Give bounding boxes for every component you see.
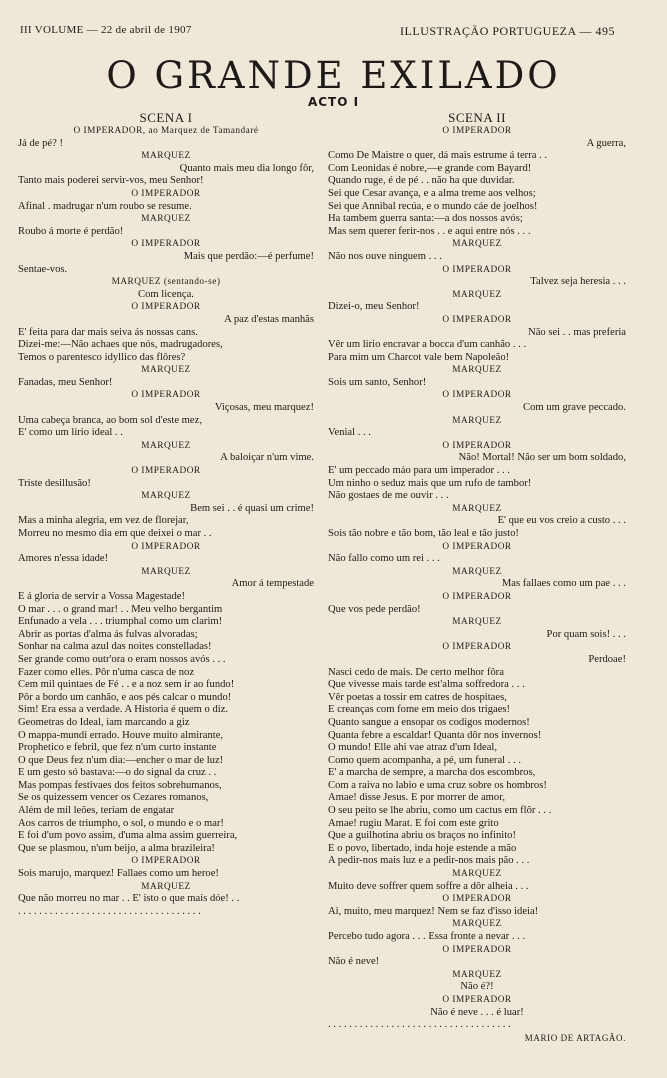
author-signature: MARIO DE ARTAGÃO. <box>524 1032 626 1043</box>
verse-line: Amor á tempestade <box>231 578 314 590</box>
speaker-label: O IMPERADOR <box>442 994 512 1005</box>
verse-line: Para mim um Charcot vale bem Napoleão! <box>328 351 510 363</box>
speaker-label: MARQUEZ <box>141 365 191 376</box>
verse-line: Mas fallaes como um pae . . . <box>501 578 626 590</box>
verse-line: Com a raiva no labio e uma cruz sobre os hombros! <box>328 779 547 791</box>
verse-line: Que vivesse mais tarde est'alma soffredora . . . <box>328 679 525 691</box>
verse-line: E foi d'um povo assim, d'uma alma assim guerreira, <box>18 830 238 842</box>
page-header <box>0 24 667 40</box>
speaker-label: MARQUEZ <box>452 365 502 376</box>
speaker-label: O IMPERADOR <box>442 642 512 653</box>
verse-line: A guerra, <box>586 137 626 149</box>
speaker-label: O IMPERADOR <box>131 541 201 552</box>
verse-line: Ha tambem guerra santa:—a dos nossos avós; <box>328 213 523 225</box>
verse-line: Como De Maistre o quer, dá mais estrume á terra . . <box>328 150 548 162</box>
verse-line: Com licença. <box>138 288 194 300</box>
verse-line: Fazer como elles. Pôr n'uma casca de noz <box>18 666 195 678</box>
verse-line: Sois tão nobre e tão bom, tão leal e tão justo! <box>328 528 519 539</box>
speaker-label: O IMPERADOR <box>442 944 512 955</box>
verse-line: Muito deve soffrer quem soffre a dôr alheia . . . <box>328 880 529 892</box>
verse-line: Sois um santo, Senhor! <box>328 376 427 388</box>
verse-line: A baloiçar n'um vime. <box>220 452 314 464</box>
verse-line: Mas pompas festivaes dos feitos sobrehumanos, <box>18 779 222 791</box>
verse-line: Vêr um lirio encravar a bocca d'um canhão . . . <box>328 339 527 351</box>
verse-line: Mais que perdão:—é perfume! <box>183 250 314 262</box>
verse-line: O mundo! Elle ahi vae atraz d'um Ideal, <box>328 742 497 754</box>
verse-line: Sentae-vos. <box>18 263 68 275</box>
verse-line: Um ninho o seduz mais que um rufo de tambor! <box>328 477 532 489</box>
verse-line: . . . . . . . . . . . . . . . . . . . . . . . . . . . . . . . . . . . <box>328 1019 511 1031</box>
issue-info: III VOLUME — 22 de abril de 1907 <box>20 24 192 36</box>
verse-line: Pôr a bordo um canhão, e aos pés calcar o mundo! <box>18 691 232 703</box>
verse-line: Sonhar na calma azul das noites constelladas! <box>18 641 212 653</box>
verse-line: Enfunado a vela . . . triumphal como um clarim! <box>18 616 223 628</box>
verse-line: Afinal . madrugar n'um roubo se resume. <box>18 200 192 212</box>
verse-line: Quanto sangue a ensopar os codigos modernos! <box>328 716 530 728</box>
verse-line: Dizei-o, meu Senhor! <box>328 301 420 313</box>
verse-line: O mappa-mundi errado. Houve muito almirante, <box>18 729 224 741</box>
poem-title: O GRANDE EXILADO <box>106 54 561 97</box>
verse-line: E á gloria de servir a Vossa Magestade! <box>18 590 185 602</box>
act-heading: ACTO I <box>307 95 360 109</box>
verse-line: Prophetico e febril, que fez n'um curto instante <box>18 742 217 754</box>
speaker-label: MARQUEZ <box>452 919 502 930</box>
speaker-label: O IMPERADOR, ao Marquez de Tamandaré <box>73 126 259 136</box>
verse-line: Sim! Era essa a verdade. A Historia é quem o diz. <box>18 704 229 716</box>
verse-line: Geometras do Ideal, iam marcando a giz <box>18 716 190 728</box>
speaker-label: MARQUEZ <box>452 566 502 577</box>
verse-line: O mar . . . o grand mar! . . Meu velho bergantim <box>18 603 223 615</box>
verse-line: Triste desillusão! <box>18 477 91 489</box>
verse-line: Quando ruge, é de pé . . não ha que duvidar. <box>328 175 515 187</box>
verse-line: Se os quizessem vencer os Cezares romanos, <box>18 792 209 804</box>
verse-line: E' a marcha de sempre, a marcha dos escombros, <box>328 767 536 779</box>
speaker-label: MARQUEZ <box>452 415 502 426</box>
verse-line: Sei que Cesar avança, e a alma treme aos velhos; <box>328 187 536 199</box>
verse-line: E creanças com fome em meio dos trigaes! <box>328 704 511 716</box>
verse-line: Como quem acompanha, a pé, um funeral . . . <box>328 754 521 766</box>
verse-line: Não é?! <box>460 981 494 993</box>
speaker-label: O IMPERADOR <box>442 541 512 552</box>
speaker-label: MARQUEZ <box>141 566 191 577</box>
speaker-label: O IMPERADOR <box>442 894 512 905</box>
verse-line: Uma cabeça branca, ao bom sol d'este mez, <box>18 414 202 426</box>
speaker-label: O IMPERADOR <box>442 440 512 451</box>
verse-line: Temos o parentesco idyllico das flôres? <box>18 351 186 363</box>
speaker-label: MARQUEZ <box>452 239 502 250</box>
verse-line: Perdoae! <box>588 653 626 665</box>
verse-line: Além de mil leões, teriam de engatar <box>18 805 175 817</box>
verse-line: Mas sem querer ferir-nos . . e aqui entre nós . . . <box>328 225 531 237</box>
verse-line: Abrir as portas d'alma ás fulvas alvoradas; <box>18 628 198 640</box>
verse-line: O seu peito se lhe abriu, como um cactus em flôr . . . <box>328 805 552 817</box>
verse-line: Roubo á morte é perdão! <box>18 225 124 237</box>
speaker-label: O IMPERADOR <box>442 591 512 602</box>
scene-heading: SCENA II <box>448 110 506 125</box>
verse-line: E' como um lirio ideal . . <box>18 427 123 439</box>
speaker-label: MARQUEZ <box>452 503 502 514</box>
speaker-label: O IMPERADOR <box>131 390 201 401</box>
speaker-label: MARQUEZ <box>141 491 191 502</box>
speaker-label: MARQUEZ <box>452 289 502 300</box>
verse-line: Com um grave peccado. <box>523 402 626 414</box>
verse-line: Não sei . . mas preferia <box>528 326 626 338</box>
verse-line: Tanto mais poderei servir-vos, meu Senhor! <box>18 175 204 187</box>
speaker-label: MARQUEZ <box>141 214 191 225</box>
verse-line: . . . . . . . . . . . . . . . . . . . . . . . . . . . . . . . . . . . <box>18 905 201 917</box>
speaker-label: MARQUEZ <box>452 617 502 628</box>
speaker-label: O IMPERADOR <box>131 856 201 867</box>
verse-line: Viçosas, meu marquez! <box>214 402 314 414</box>
verse-line: E o povo, libertado, inda hoje estende a mão <box>328 842 517 854</box>
verse-line: Fanadas, meu Senhor! <box>18 376 113 388</box>
verse-line: A pedir-nos mais luz e a pedir-nos mais pão . . . <box>328 855 530 867</box>
verse-line: Que vos pede perdão! <box>328 603 421 615</box>
verse-line: Não gostaes de me ouvir . . . <box>328 490 449 502</box>
left-column <box>18 110 314 918</box>
speaker-label: O IMPERADOR <box>131 239 201 250</box>
verse-line: Sois marujo, marquez! Fallaes como um heroe! <box>18 868 219 880</box>
verse-line: Sei que Annibal recúa, e o mundo cáe de joelhos! <box>328 200 538 212</box>
speaker-label: MARQUEZ <box>141 151 191 162</box>
speaker-label: MARQUEZ <box>452 869 502 880</box>
speaker-label: O IMPERADOR <box>442 126 512 136</box>
verse-line: Vêr poetas a tossir em catres de hospitaes, <box>328 691 507 703</box>
speaker-label: MARQUEZ (sentando-se) <box>111 277 221 288</box>
verse-line: Que a guilhotina abriu os braços no infinito! <box>328 830 516 842</box>
verse-line: Não é neve . . . é luar! <box>430 1006 524 1018</box>
verse-line: Mas a minha alegria, em vez de florejar, <box>18 515 189 527</box>
verse-line: Não é neve! <box>328 956 380 968</box>
verse-line: Quanto mais meu dia longo fôr, <box>179 162 314 174</box>
verse-line: Venial . . . <box>328 427 371 439</box>
verse-line: Aos carros de triumpho, o sol, o mundo e o mar! <box>18 817 224 829</box>
speaker-label: O IMPERADOR <box>442 264 512 275</box>
verse-line: Que não morreu no mar . . E' isto o que mais dóe! . . <box>18 893 240 905</box>
verse-line: Cem mil quintaes de Fé . . e a noz sem ir ao fundo! <box>18 679 235 691</box>
verse-line: Amores n'essa idade! <box>18 553 109 565</box>
verse-line: Não fallo como um rei . . . <box>328 553 440 565</box>
verse-line: Dizei-me:—Não achaes que nós, madrugadores, <box>18 339 223 351</box>
verse-line: Já de pé? ! <box>18 137 63 149</box>
speaker-label: MARQUEZ <box>141 881 191 892</box>
publication-title: ILLUSTRAÇÃO PORTUGUEZA — 495 <box>400 24 615 38</box>
verse-line: E' feita para dar mais seiva ás nossas cans. <box>18 326 198 338</box>
speaker-label: O IMPERADOR <box>442 314 512 325</box>
verse-line: A paz d'estas manhãs <box>224 313 314 325</box>
verse-line: Com Leonidas é nobre,—e grande com Bayard! <box>328 162 532 174</box>
verse-line: Não nos ouve ninguem . . . <box>328 250 442 262</box>
verse-line: Bem sei . . é quasi um crime! <box>190 502 314 514</box>
verse-line: Amae! rugiu Marat. E foi com este grito <box>328 817 499 829</box>
verse-line: E um gesto só bastava:—o do signal da cruz . . <box>18 767 217 779</box>
verse-line: Que se plasmou, n'um beijo, a alma brazileira! <box>18 842 215 854</box>
verse-line: Não! Mortal! Não ser um bom soldado, <box>458 452 626 464</box>
verse-line: Morreu no mesmo dia em que deixei o mar . . <box>18 528 212 539</box>
scene-heading: SCENA I <box>139 110 193 125</box>
speaker-label: O IMPERADOR <box>131 188 201 199</box>
speaker-label: O IMPERADOR <box>442 390 512 401</box>
speaker-label: O IMPERADOR <box>131 466 201 477</box>
speaker-label: O IMPERADOR <box>131 302 201 313</box>
verse-line: Talvez seja heresia . . . <box>530 276 626 288</box>
verse-line: Percebo tudo agora . . . Essa fronte a nevar . . . <box>328 931 526 942</box>
verse-line: Por quam sois! . . . <box>546 628 626 640</box>
verse-line: Ser grande como outr'ora o eram nossos avós . . . <box>18 653 226 665</box>
verse-line: Ai, muito, meu marquez! Nem se faz d'isso ideia! <box>328 905 539 917</box>
verse-line: E' que eu vos creio a custo . . . <box>497 515 626 527</box>
verse-line: Amae! disse Jesus. E por morrer de amor, <box>328 792 505 804</box>
verse-line: Quanta febre a escaldar! Quanta dôr nos invernos! <box>328 729 542 741</box>
verse-line: O que Deus fez n'um dia:—encher o mar de luz! <box>18 754 224 766</box>
speaker-label: MARQUEZ <box>141 440 191 451</box>
speaker-label: MARQUEZ <box>452 969 502 980</box>
verse-line: E' um peccado máo para um imperador . . . <box>328 465 510 477</box>
verse-line: Nasci cedo de mais. De certo melhor fôra <box>328 666 504 678</box>
right-column <box>328 110 626 1044</box>
